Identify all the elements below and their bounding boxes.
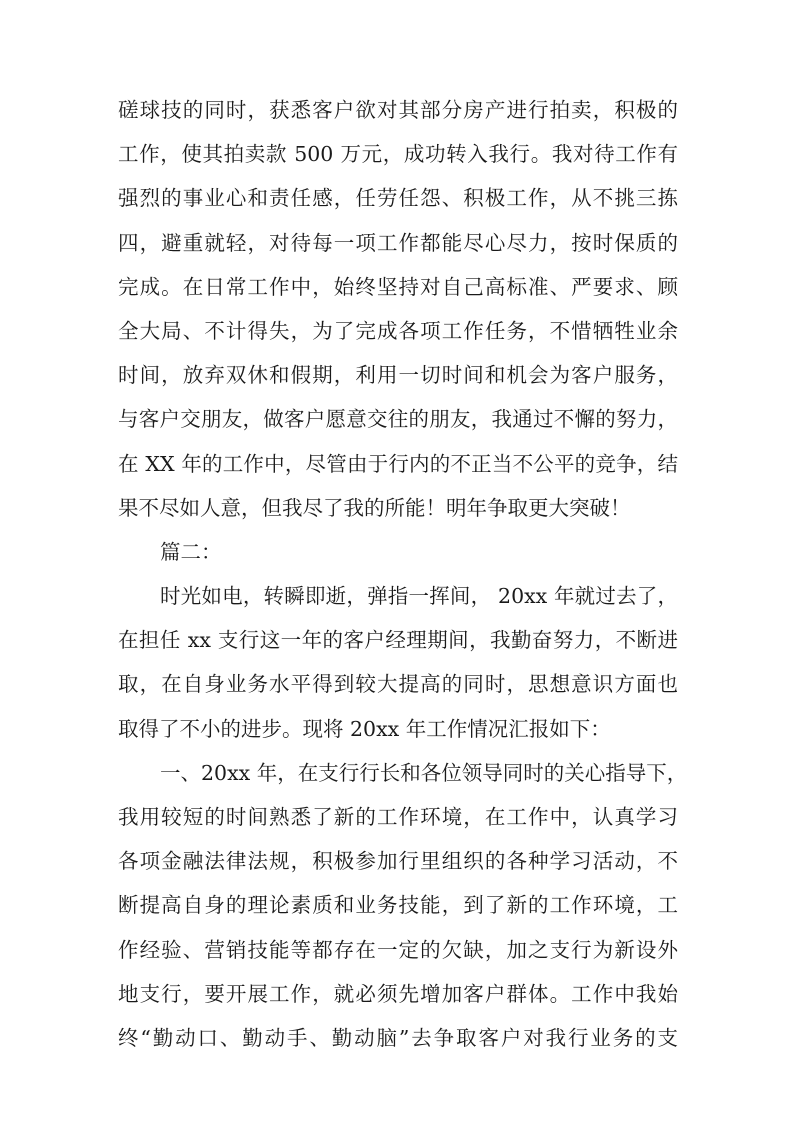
text-line: 完成。在日常工作中，始终坚持对自己高标准、严要求、顾 bbox=[118, 274, 678, 299]
text-line: 强烈的事业心和责任感，任劳任怨、积极工作，从不挑三拣 bbox=[118, 186, 678, 211]
text-line: 取得了不小的进步。现将 20xx 年工作情况汇报如下： bbox=[118, 716, 611, 741]
text-line: 各项金融法律法规，积极参加行里组织的各种学习活动，不 bbox=[118, 849, 678, 874]
text-line: 果不尽如人意，但我尽了我的所能！明年争取更大突破！ bbox=[118, 495, 631, 520]
text-line: 与客户交朋友，做客户愿意交往的朋友，我通过不懈的努力， bbox=[118, 407, 678, 432]
text-line: 全大局、不计得失，为了完成各项工作任务，不惜牺牲业余 bbox=[118, 318, 678, 343]
text-line: 时光如电，转瞬即逝，弹指一挥间， 20xx 年就过去了， bbox=[160, 584, 678, 609]
text-line: 工作，使其拍卖款 500 万元，成功转入我行。我对待工作有 bbox=[118, 142, 678, 167]
text-line: 我用较短的时间熟悉了新的工作环境，在工作中，认真学习 bbox=[118, 805, 678, 829]
text-line: 磋球技的同时，获悉客户欲对其部分房产进行拍卖，积极的 bbox=[118, 98, 678, 122]
text-line: 时间，放弃双休和假期，利用一切时间和机会为客户服务， bbox=[118, 363, 678, 388]
section-heading: 篇二： bbox=[160, 539, 222, 564]
text-line: 在 XX 年的工作中，尽管由于行内的不正当不公平的竞争，结 bbox=[118, 451, 678, 476]
text-line: 在担任 xx 支行这一年的客户经理期间，我勤奋努力，不断进 bbox=[118, 628, 678, 653]
text-line: 地支行，要开展工作，就必须先增加客户群体。工作中我始 bbox=[118, 981, 678, 1006]
text-line: 取，在自身业务水平得到较大提高的同时，思想意识方面也 bbox=[118, 672, 678, 697]
text-line: 断提高自身的理论素质和业务技能，到了新的工作环境，工 bbox=[118, 893, 678, 918]
text-line: 终“勤动口、勤动手、勤动脑”去争取客户对我行业务的支 bbox=[118, 1025, 678, 1050]
document-body bbox=[118, 88, 688, 1060]
text-line: 一、20xx 年，在支行行长和各位领导同时的关心指导下， bbox=[160, 760, 688, 785]
text-line: 四，避重就轻，对待每一项工作都能尽心尽力，按时保质的 bbox=[118, 230, 678, 255]
text-line: 作经验、营销技能等都存在一定的欠缺，加之支行为新设外 bbox=[118, 937, 678, 962]
